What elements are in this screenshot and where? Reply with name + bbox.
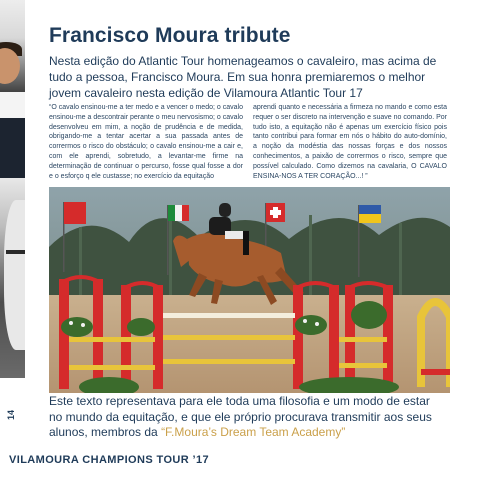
caption-text: Este texto representava para ele toda uma filosofia e um modo de estar no mundo da equitação, e que ele próprio procurava transmitir aos seus alunos, membros da <box>49 394 432 439</box>
photo-caption <box>49 394 445 441</box>
quote-column-2: aprendi quanto e necessária a firmeza no mando e como esta requer o ser discreto na intervenção e suave no comando. Por tudo isto, a equitação não é apenas um exercício físico pois tanto contribui para formar em nós o hábito do auto-domínio, a noção da modéstia das nossas forças e dos nossos conhecimentos, a paixão de corrermos o risco, sempre que possível calculado. Como dizemos na cavalaria, O CAVALO ENSINA-NOS A TER CORAÇÃO...! ” <box>253 104 447 180</box>
rider-portrait-photo <box>0 0 25 378</box>
quote-column-1: “O cavalo ensinou-me a ter medo e a vencer o medo; o cavalo ensinou-me a descontrair perante o meu nervosismo; o cavalo desenvolveu em mim, a noção de prudência e de medida, obrigando-me a tentar acertar a sua passada antes de corrermos o risco do obstáculo; o cavalo ensinou-me a cair e, com ele aprendi, sobretudo, a levantar-me firme na determinação de continuar o percurso, fosse qual fosse a dor e o esforço q ele custasse; no exercício da equitação <box>49 104 243 180</box>
academy-name: “F.Moura’s Dream Team Academy” <box>161 425 346 439</box>
quote-block <box>49 103 447 181</box>
footer-title: VILAMOURA CHAMPIONS TOUR ’17 <box>9 454 210 466</box>
show-jumping-photo <box>49 187 450 393</box>
article-title: Francisco Moura tribute <box>49 24 291 47</box>
page-number: 14 <box>6 410 16 421</box>
article-lead: Nesta edição do Atlantic Tour homenageamos o cavaleiro, mas acima de tudo a pessoa, Francisco Moura. Em sua honra premiaremos o melhor jovem cavaleiro nesta edição de Vilamoura Atlantic Tour 17 <box>49 54 437 100</box>
